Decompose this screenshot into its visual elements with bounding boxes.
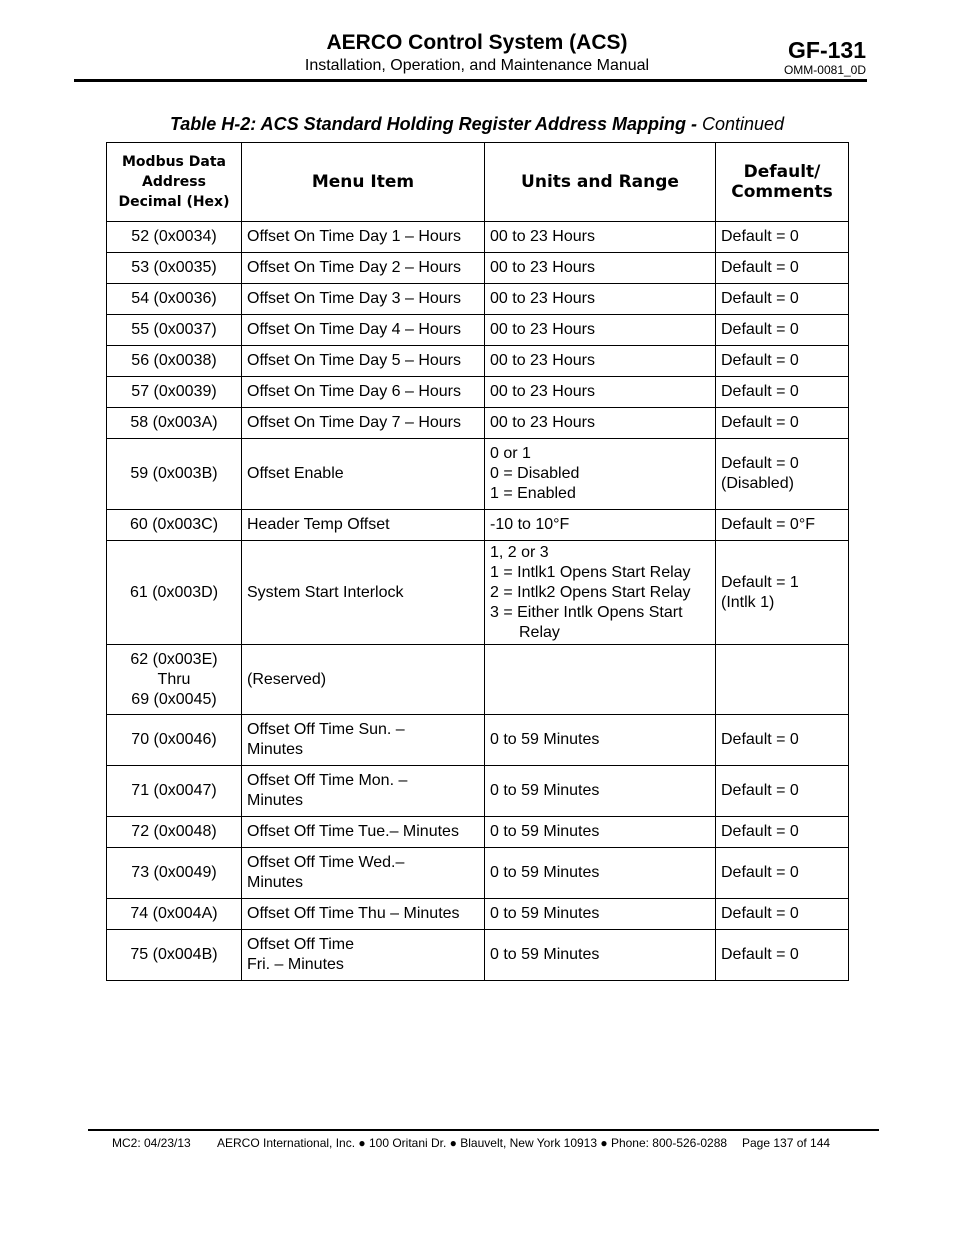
cell-line: Default = 0 bbox=[721, 455, 799, 472]
cell-line: 0 to 59 Minutes bbox=[490, 782, 600, 799]
menu-item-cell bbox=[242, 645, 485, 715]
cell-line: 2 = Intlk2 Opens Start Relay bbox=[490, 583, 691, 601]
table-row bbox=[107, 408, 849, 439]
default-cell bbox=[716, 930, 849, 981]
cell-line: 0 to 59 Minutes bbox=[490, 905, 600, 922]
cell-line: 58 (0x003A) bbox=[130, 414, 218, 431]
address-cell bbox=[107, 377, 242, 408]
header-units-range: Units and Range bbox=[485, 143, 716, 222]
header-menu-item: Menu Item bbox=[242, 143, 485, 222]
units-range-cell bbox=[485, 817, 716, 848]
footer-revision: MC2: 04/23/13 bbox=[112, 1136, 191, 1150]
units-range-cell bbox=[485, 253, 716, 284]
table-caption bbox=[0, 114, 954, 135]
table-row bbox=[107, 222, 849, 253]
cell-line: Header Temp Offset bbox=[247, 516, 390, 533]
cell-line: Offset Off Time Tue.– Minutes bbox=[247, 823, 459, 840]
cell-line: Thru bbox=[157, 670, 191, 688]
cell-line: 75 (0x004B) bbox=[130, 946, 218, 963]
default-cell bbox=[716, 817, 849, 848]
units-range-cell bbox=[485, 899, 716, 930]
cell-line: Default = 0 bbox=[721, 321, 799, 338]
cell-line: -10 to 10°F bbox=[490, 516, 570, 533]
cell-line: 00 to 23 Hours bbox=[490, 383, 595, 400]
table-row bbox=[107, 817, 849, 848]
default-cell bbox=[716, 766, 849, 817]
cell-line: 00 to 23 Hours bbox=[490, 228, 595, 245]
cell-line: 52 (0x0034) bbox=[131, 228, 217, 245]
cell-line: (Intlk 1) bbox=[721, 593, 775, 611]
cell-line: Default = 0 bbox=[721, 946, 799, 963]
footer-rule bbox=[88, 1129, 879, 1131]
menu-item-cell bbox=[242, 315, 485, 346]
cell-line: Default = 0 bbox=[721, 228, 799, 245]
cell-line: Offset Off Time Mon. – bbox=[247, 772, 408, 789]
address-cell bbox=[107, 408, 242, 439]
cell-line: Fri. – Minutes bbox=[247, 956, 344, 973]
table-row bbox=[107, 715, 849, 766]
cell-line: Offset Off Time Sun. – bbox=[247, 721, 405, 738]
cell-line: Offset Off Time Thu – Minutes bbox=[247, 905, 460, 922]
table-row bbox=[107, 645, 849, 715]
units-range-cell bbox=[485, 766, 716, 817]
address-cell bbox=[107, 346, 242, 377]
units-range-cell bbox=[485, 346, 716, 377]
cell-line: Default = 0 bbox=[721, 782, 799, 799]
address-cell bbox=[107, 284, 242, 315]
menu-item-cell bbox=[242, 817, 485, 848]
cell-line: Offset On Time Day 2 – Hours bbox=[247, 259, 462, 276]
header-line: Modbus Data bbox=[122, 154, 226, 170]
units-range-cell bbox=[485, 645, 716, 715]
units-range-cell bbox=[485, 848, 716, 899]
menu-item-cell bbox=[242, 930, 485, 981]
cell-line: 1, 2 or 3 bbox=[490, 543, 549, 561]
address-cell bbox=[107, 899, 242, 930]
address-cell bbox=[107, 253, 242, 284]
cell-line: Minutes bbox=[247, 874, 304, 891]
default-cell bbox=[716, 510, 849, 541]
default-cell bbox=[716, 222, 849, 253]
cell-line: Default = 0 bbox=[721, 259, 799, 276]
default-cell bbox=[716, 899, 849, 930]
cell-line: Offset Enable bbox=[247, 465, 344, 482]
cell-line: Default = 0 bbox=[721, 414, 799, 431]
table-row bbox=[107, 346, 849, 377]
cell-line: 74 (0x004A) bbox=[130, 905, 218, 922]
cell-line: 70 (0x0046) bbox=[131, 731, 217, 748]
cell-line: Offset On Time Day 3 – Hours bbox=[247, 290, 462, 307]
default-cell bbox=[716, 253, 849, 284]
header-line: Address bbox=[142, 174, 206, 190]
menu-item-cell bbox=[242, 541, 485, 645]
address-cell bbox=[107, 315, 242, 346]
default-cell bbox=[716, 715, 849, 766]
manual-title: AERCO Control System (ACS) bbox=[326, 31, 628, 54]
table-row bbox=[107, 284, 849, 315]
default-cell bbox=[716, 315, 849, 346]
cell-line: Default = 0 bbox=[721, 352, 799, 369]
menu-item-cell bbox=[242, 284, 485, 315]
menu-item-cell bbox=[242, 715, 485, 766]
default-cell bbox=[716, 541, 849, 645]
address-cell bbox=[107, 715, 242, 766]
cell-line: Offset On Time Day 1 – Hours bbox=[247, 228, 462, 245]
cell-line: 57 (0x0039) bbox=[131, 383, 217, 400]
units-range-cell bbox=[485, 315, 716, 346]
table-row bbox=[107, 377, 849, 408]
cell-line: Default = 0°F bbox=[721, 516, 815, 533]
manual-subtitle: Installation, Operation, and Maintenance Manual bbox=[304, 57, 650, 74]
address-cell bbox=[107, 645, 242, 715]
table-row bbox=[107, 541, 849, 645]
cell-line: Default = 1 bbox=[721, 573, 799, 591]
header-line: Comments bbox=[731, 182, 833, 202]
cell-line: 00 to 23 Hours bbox=[490, 352, 595, 369]
cell-line: 55 (0x0037) bbox=[131, 321, 217, 338]
cell-line: System Start Interlock bbox=[247, 583, 404, 601]
cell-line: Default = 0 bbox=[721, 823, 799, 840]
cell-line: Offset On Time Day 6 – Hours bbox=[247, 383, 462, 400]
cell-line: 61 (0x003D) bbox=[129, 583, 219, 601]
cell-line: Offset On Time Day 4 – Hours bbox=[247, 321, 462, 338]
address-cell bbox=[107, 930, 242, 981]
cell-line: Relay bbox=[519, 623, 560, 641]
default-cell bbox=[716, 346, 849, 377]
header-modbus-address bbox=[107, 143, 242, 222]
address-cell bbox=[107, 222, 242, 253]
units-range-cell bbox=[485, 284, 716, 315]
cell-line: Offset On Time Day 5 – Hours bbox=[247, 352, 462, 369]
cell-line: (Disabled) bbox=[721, 475, 794, 492]
cell-line: 0 to 59 Minutes bbox=[490, 864, 600, 881]
cell-line: Minutes bbox=[247, 792, 304, 809]
cell-line: Default = 0 bbox=[721, 290, 799, 307]
units-range-cell bbox=[485, 377, 716, 408]
default-cell bbox=[716, 439, 849, 510]
cell-line: Offset Off Time Wed.– bbox=[247, 854, 405, 871]
menu-item-cell bbox=[242, 346, 485, 377]
cell-line: 00 to 23 Hours bbox=[490, 259, 595, 276]
cell-line: 69 (0x0045) bbox=[131, 690, 217, 708]
cell-line: Minutes bbox=[247, 741, 304, 758]
document-code: GF-131 bbox=[788, 37, 866, 63]
units-range-cell bbox=[485, 930, 716, 981]
address-cell bbox=[107, 541, 242, 645]
header-default-comments bbox=[716, 143, 849, 222]
menu-item-cell bbox=[242, 848, 485, 899]
default-cell bbox=[716, 408, 849, 439]
units-range-cell bbox=[485, 510, 716, 541]
cell-line: Default = 0 bbox=[721, 864, 799, 881]
table-row bbox=[107, 253, 849, 284]
cell-line: 59 (0x003B) bbox=[130, 465, 218, 482]
cell-line: 00 to 23 Hours bbox=[490, 321, 595, 338]
default-cell bbox=[716, 645, 849, 715]
address-cell bbox=[107, 817, 242, 848]
cell-line: Default = 0 bbox=[721, 383, 799, 400]
menu-item-cell bbox=[242, 377, 485, 408]
cell-line: 0 to 59 Minutes bbox=[490, 823, 600, 840]
menu-item-cell bbox=[242, 253, 485, 284]
header-rule bbox=[74, 79, 867, 82]
footer-address: AERCO International, Inc. ● 100 Oritani Dr. ● Blauvelt, New York 10913 ● Phone: 800-526-0288 bbox=[217, 1136, 728, 1150]
cell-line: 00 to 23 Hours bbox=[490, 290, 595, 307]
address-cell bbox=[107, 766, 242, 817]
cell-line: Default = 0 bbox=[721, 731, 799, 748]
units-range-cell bbox=[485, 541, 716, 645]
units-range-cell bbox=[485, 439, 716, 510]
cell-line: 0 or 1 bbox=[490, 445, 531, 462]
cell-line: (Reserved) bbox=[247, 670, 327, 688]
cell-line: 0 = Disabled bbox=[490, 465, 580, 482]
table-row bbox=[107, 899, 849, 930]
table-row bbox=[107, 439, 849, 510]
table-row bbox=[107, 930, 849, 981]
units-range-cell bbox=[485, 715, 716, 766]
cell-line: 73 (0x0049) bbox=[131, 864, 217, 881]
table-header-row bbox=[107, 143, 849, 222]
cell-line: Offset Off Time bbox=[247, 936, 354, 953]
cell-line: 0 to 59 Minutes bbox=[490, 731, 600, 748]
menu-item-cell bbox=[242, 510, 485, 541]
cell-line: Default = 0 bbox=[721, 905, 799, 922]
table-row bbox=[107, 766, 849, 817]
header-line: Default/ bbox=[743, 162, 821, 182]
cell-line: 0 to 59 Minutes bbox=[490, 946, 600, 963]
units-range-cell bbox=[485, 222, 716, 253]
document-number: OMM-0081_0D bbox=[783, 63, 866, 77]
menu-item-cell bbox=[242, 439, 485, 510]
cell-line: 62 (0x003E) bbox=[130, 650, 218, 668]
cell-line: 71 (0x0047) bbox=[131, 782, 217, 799]
cell-line: 54 (0x0036) bbox=[131, 290, 217, 307]
address-cell bbox=[107, 510, 242, 541]
cell-line: 72 (0x0048) bbox=[131, 823, 217, 840]
table-row bbox=[107, 510, 849, 541]
header-line: Decimal (Hex) bbox=[118, 194, 230, 210]
menu-item-cell bbox=[242, 766, 485, 817]
address-cell bbox=[107, 439, 242, 510]
cell-line: 56 (0x0038) bbox=[131, 352, 217, 369]
cell-line: 1 = Enabled bbox=[490, 485, 576, 502]
table-row bbox=[107, 315, 849, 346]
default-cell bbox=[716, 377, 849, 408]
cell-line: Offset On Time Day 7 – Hours bbox=[247, 414, 462, 431]
menu-item-cell bbox=[242, 899, 485, 930]
footer-page-number: Page 137 of 144 bbox=[742, 1136, 831, 1150]
table-caption-continued: Continued bbox=[696, 114, 785, 134]
table-caption-bold: Table H-2: ACS Standard Holding Register Address Mapping - bbox=[169, 114, 697, 134]
register-map-table bbox=[106, 142, 849, 981]
cell-line: 60 (0x003C) bbox=[129, 516, 219, 533]
default-cell bbox=[716, 284, 849, 315]
cell-line: 3 = Either Intlk Opens Start bbox=[490, 603, 683, 621]
table-row bbox=[107, 848, 849, 899]
cell-line: 00 to 23 Hours bbox=[490, 414, 595, 431]
address-cell bbox=[107, 848, 242, 899]
units-range-cell bbox=[485, 408, 716, 439]
menu-item-cell bbox=[242, 408, 485, 439]
default-cell bbox=[716, 848, 849, 899]
cell-line: 53 (0x0035) bbox=[131, 259, 217, 276]
cell-line: 1 = Intlk1 Opens Start Relay bbox=[490, 563, 691, 581]
menu-item-cell bbox=[242, 222, 485, 253]
